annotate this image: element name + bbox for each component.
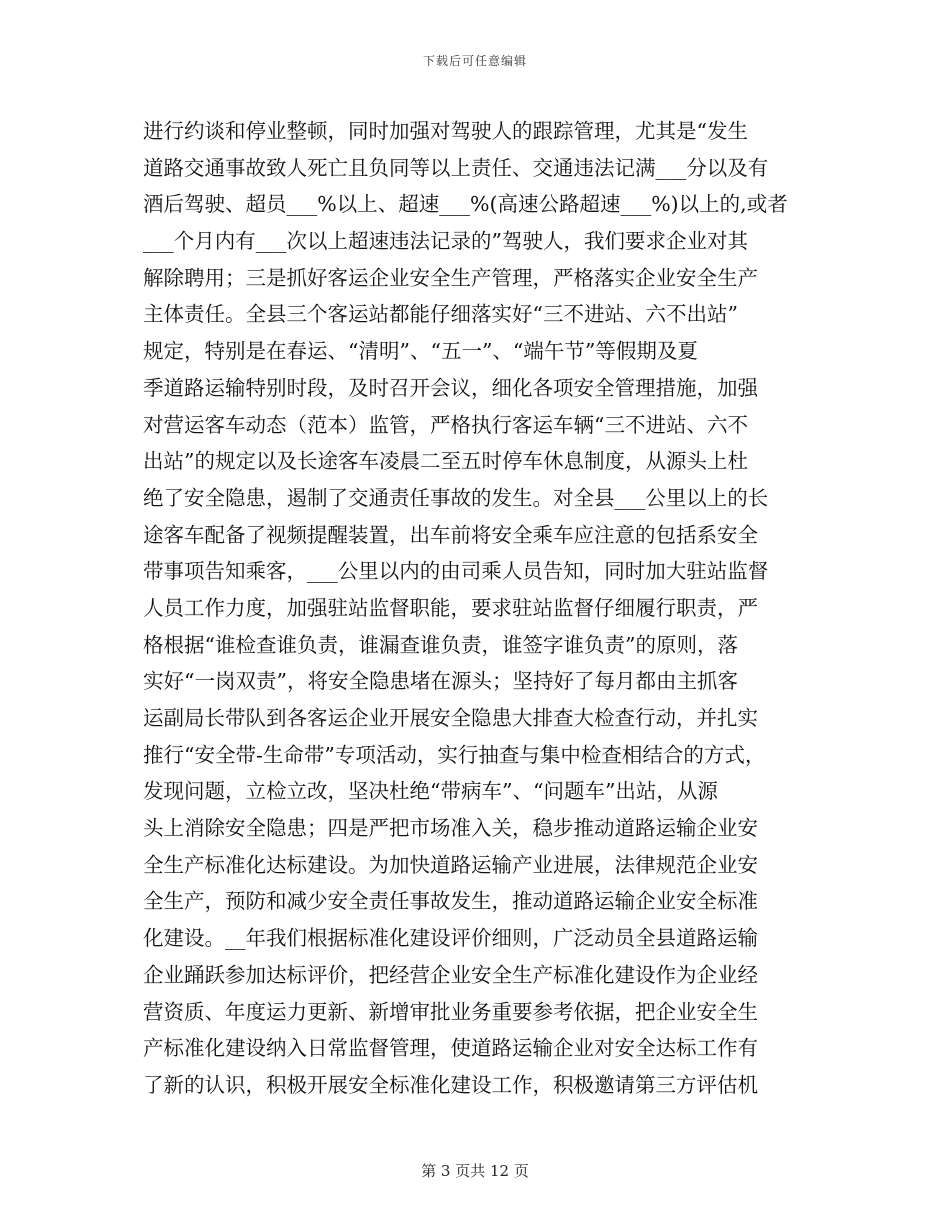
text-line: 酒后驾驶、超员___%以上、超速___%(高速公路超速___%)以上的,或者 bbox=[143, 192, 788, 217]
text-line: 发现问题，立检立改，坚决杜绝“带病车”、“问题车”出站，从源 bbox=[143, 779, 718, 804]
text-line: 进行约谈和停业整顿，同时加强对驾驶人的跟踪管理，尤其是“发生 bbox=[143, 119, 748, 143]
text-line: 实好“一岗双责”，将安全隐患堵在源头；坚持好了每月都由主抓客 bbox=[143, 669, 738, 694]
text-line: 对营运客车动态（范本）监管，严格执行客运车辆“三不进站、六不 bbox=[143, 412, 748, 437]
document-body bbox=[143, 113, 843, 1104]
text-line: 全生产标准化达标建设。为加快道路运输产业进展，法律规范企业安 bbox=[143, 852, 758, 877]
text-line: 绝了安全隐患，遏制了交通责任事故的发生。对全县___公里以上的长 bbox=[143, 485, 769, 510]
text-line: 推行“安全带-生命带”专项活动，实行抽查与集中检查相结合的方式， bbox=[143, 742, 766, 767]
page-number-footer: 第 3 页共 12 页 bbox=[421, 1162, 529, 1180]
text-line: 全生产，预防和减少安全责任事故发生，推动道路运输企业安全标准 bbox=[143, 889, 758, 914]
text-line: 解除聘用；三是抓好客运企业安全生产管理，严格落实企业安全生产 bbox=[143, 265, 758, 290]
text-line: 带事项告知乘客，___公里以内的由司乘人员告知，同时加大驻站监督 bbox=[143, 559, 769, 584]
text-line: 了新的认识，积极开展安全标准化建设工作，积极邀请第三方评估机 bbox=[143, 1072, 758, 1097]
text-line: 头上消除安全隐患；四是严把市场准入关，稳步推动道路运输企业安 bbox=[143, 816, 758, 841]
text-line: 规定，特别是在春运、“清明”、“五一”、“端午节”等假期及夏 bbox=[143, 339, 698, 364]
text-line: 途客车配备了视频提醒装置，出车前将安全乘车应注意的包括系安全 bbox=[143, 522, 758, 547]
text-line: ___个月内有___次以上超速违法记录的”驾驶人，我们要求企业对其 bbox=[143, 229, 748, 254]
text-line: 运副局长带队到各客运企业开展安全隐患大排查大检查行动，并扎实 bbox=[143, 706, 758, 730]
text-line: 格根据“谁检查谁负责，谁漏查谁负责，谁签字谁负责”的原则，落 bbox=[143, 632, 738, 657]
text-line: 出站”的规定以及长途客车凌晨二至五时停车休息制度，从源头上杜 bbox=[143, 449, 748, 474]
text-line: 主体责任。全县三个客运站都能仔细落实好“三不进站、六不出站” bbox=[143, 302, 738, 327]
text-line: 企业踊跃参加达标评价，把经营企业安全生产标准化建设作为企业经 bbox=[143, 962, 758, 987]
text-line: 产标准化建设纳入日常监督管理，使道路运输企业对安全达标工作有 bbox=[143, 1036, 758, 1061]
text-line: 化建设。__年我们根据标准化建设评价细则，广泛动员全县道路运输 bbox=[143, 926, 758, 951]
text-line: 营资质、年度运力更新、新增审批业务重要参考依据，把企业安全生 bbox=[143, 999, 758, 1024]
page-header: 下载后可任意编辑 bbox=[422, 54, 527, 68]
text-line: 道路交通事故致人死亡且负同等以上责任、交通违法记满___分以及有 bbox=[143, 155, 769, 180]
text-line: 人员工作力度，加强驻站监督职能，要求驻站监督仔细履行职责，严 bbox=[143, 595, 758, 620]
text-line: 季道路运输特别时段，及时召开会议，细化各项安全管理措施，加强 bbox=[143, 375, 758, 400]
